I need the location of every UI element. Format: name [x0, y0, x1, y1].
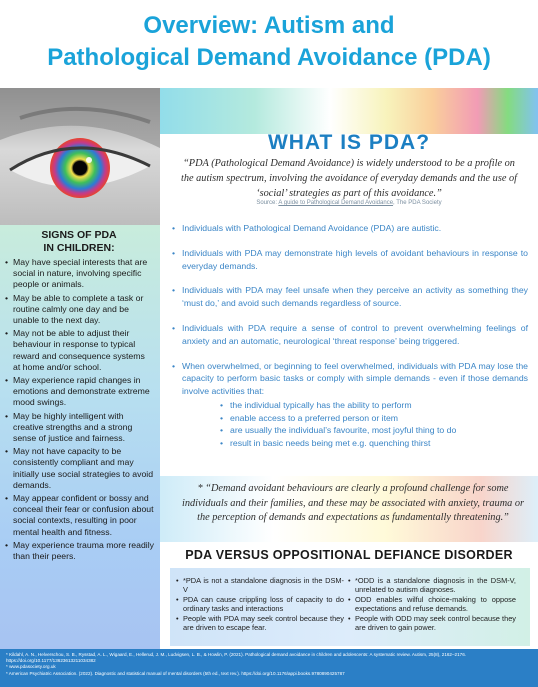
pda-comparison-list: [176, 576, 344, 632]
quote-source: [160, 200, 538, 206]
pda-sub-point: • the individual typically has the ability to perform: [220, 399, 528, 412]
rainbow-banner: [160, 88, 538, 134]
signs-item: • May be able to complete a task or routine calmly one day and be unable to the next day.: [4, 293, 154, 327]
source-link[interactable]: A guide to Pathological Demand Avoidance: [278, 200, 394, 206]
page-title-line-1: Overview: Autism and: [143, 12, 395, 39]
signs-title-line-1: SIGNS OF PDA: [41, 229, 117, 241]
reference-item: * American Psychiatric Association. (2022). Diagnostic and statistical manual of mental disorders (5th ed., text rev.). https://doi.org/10.1176/appi.books.9780890425787: [6, 670, 345, 676]
signs-item: • May not have capacity to be consistently compliant and may initially use social strategies to avoid demands.: [4, 446, 154, 491]
page-title-line-2: Pathological Demand Avoidance (PDA): [47, 44, 491, 71]
reference-item: * www.pdasociety.org.uk: [6, 664, 56, 670]
pda-comparison-item: • People with PDA may seek control because they are driven to escape fear.: [176, 614, 344, 633]
signs-item: • May be highly intelligent with creative strengths and a strong sense of justice and fairness.: [4, 411, 154, 445]
signs-list: [4, 257, 154, 562]
pda-point: • Individuals with Pathological Demand Avoidance (PDA) are autistic.: [172, 222, 528, 235]
pda-point-text: When overwhelmed, or beginning to feel overwhelmed, individuals with PDA may lose the capacity to perform basic tasks or comply with simple demands - even if those demands involve activities that:: [182, 360, 528, 397]
signs-panel: [0, 225, 160, 649]
odd-comparison-box: [170, 568, 530, 646]
closing-quote: * “Demand avoidant behaviours are clearly a profound challenge for some individuals and their families, and these may be associated with anxiety, trauma or the perception of demands and expectations as fundamentally threatening.”: [181, 483, 525, 524]
signs-item: • May appear confident or bossy and conceal their fear or confusion about social contexts, resulting in poor mental health and fitness.: [4, 493, 154, 538]
pda-point: • Individuals with PDA require a sense of control to prevent overwhelming feelings of anxiety and an automatic, neurological ‘threat response’ being triggered.: [172, 322, 528, 348]
pda-comparison-item: • *PDA is not a standalone diagnosis in the DSM-V: [176, 576, 344, 595]
pda-point: • Individuals with PDA may feel unsafe when they perceive an activity as something they ‘must do,’ and avoid such demands regardless of source.: [172, 284, 528, 310]
signs-title-line-2: IN CHILDREN:: [43, 242, 115, 254]
eye-icon: [0, 88, 160, 225]
pda-point: • Individuals with PDA may demonstrate high levels of avoidant behaviours in response to everyday demands.: [172, 247, 528, 273]
odd-comparison-item: • People with ODD may seek control because they are driven to gain power.: [348, 614, 516, 633]
pda-sub-point: • enable access to a preferred person or item: [220, 412, 528, 425]
references-footer: [0, 649, 538, 687]
odd-comparison-list: [348, 576, 516, 632]
pda-sub-point: • are usually the individual’s favourite, most joyful thing to do: [220, 424, 528, 437]
eye-illustration: [0, 88, 160, 225]
signs-item: • May have special interests that are social in nature, involving specific people or animals.: [4, 257, 154, 291]
what-is-pda-heading: WHAT IS PDA?: [267, 131, 431, 154]
signs-item: • May experience rapid changes in emotions and demonstrate extreme mood swings.: [4, 375, 154, 409]
title-band: [0, 0, 538, 88]
pda-sub-list: [220, 399, 528, 449]
pda-comparison-item: • PDA can cause crippling loss of capacity to do ordinary tasks and interactions: [176, 595, 344, 614]
odd-comparison-item: • ODD enables wilful choice-making to oppose expectations and refuse demands.: [348, 595, 516, 614]
reference-item: * Kildahl, A. N., Helverschou, S. B., Rysstad, A. L., Wigaard, E., Hellerud, J. M., Ludvigsen, L. B., & Howlin, P. (2021). Pathological demand avoidance in children and adolescents: A systematic review. Autism, 25(8), 2162–2176. https://doi.org/10.1177/13623613211034382: [6, 652, 467, 664]
pda-definition-quote: “PDA (Pathological Demand Avoidance) is widely understood to be a profile on the autism spectrum, involving the avoidance of everyday demands and the use of ‘social’ strategies as part of this avoidance.”: [181, 158, 517, 199]
signs-item: • May experience trauma more readily than their peers.: [4, 540, 154, 562]
odd-comparison-item: • *ODD is a standalone diagnosis in the DSM-V, unrelated to autism diagnoses.: [348, 576, 516, 595]
odd-heading: PDA VERSUS OPPOSITIONAL DEFIANCE DISORDER: [185, 548, 513, 562]
pda-sub-point: • result in basic needs being met e.g. quenching thirst: [220, 437, 528, 450]
pda-point: [172, 360, 528, 450]
signs-item: • May not be able to adjust their behaviour in response to typical reward and consequence systems at home and/or school.: [4, 328, 154, 373]
pda-points-list: [172, 222, 528, 449]
source-prefix: Source:: [256, 200, 279, 206]
source-suffix: , The PDA Society: [393, 200, 442, 206]
